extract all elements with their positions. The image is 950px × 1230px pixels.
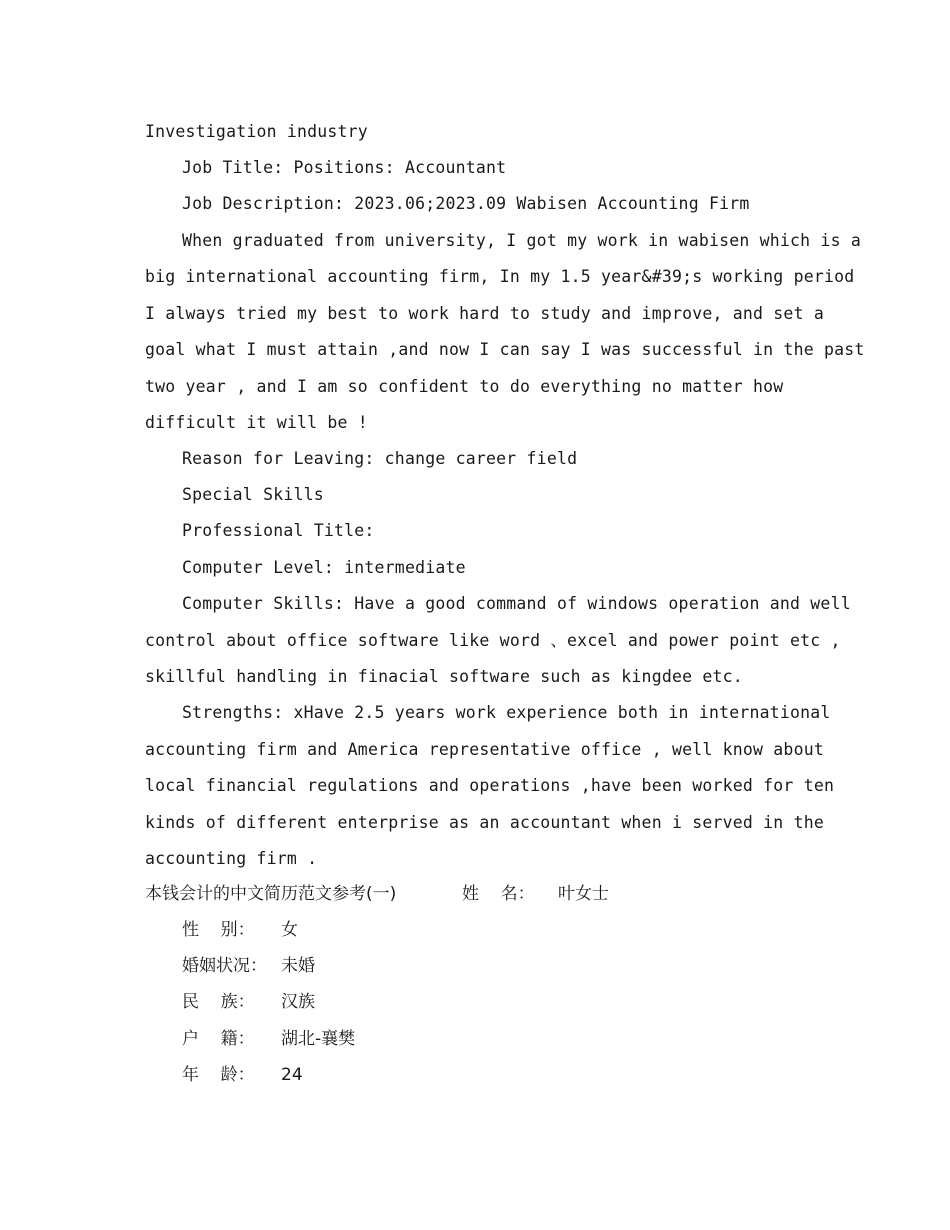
marital-status-value: 未婚 — [281, 956, 315, 976]
experience-paragraph-line: big international accounting firm, In my 1.5 year&#39;s working period — [145, 267, 855, 286]
gender-value: 女 — [281, 920, 298, 940]
special-skills-heading: Special Skills — [182, 485, 324, 504]
ethnicity-label: 民 族： — [182, 992, 255, 1012]
computer-skills-line: Computer Skills: Have a good command of windows operation and well — [182, 594, 851, 613]
strengths-line: accounting firm . — [145, 849, 318, 868]
experience-paragraph-line: I always tried my best to work hard to study and improve, and set a — [145, 304, 824, 323]
strengths-line: Strengths: xHave 2.5 years work experience both in international — [182, 703, 831, 722]
strengths-line: kinds of different enterprise as an accountant when i served in the — [145, 813, 824, 832]
computer-skills-line: control about office software like word 、excel and power point etc , — [145, 631, 841, 650]
experience-paragraph-line: goal what I must attain ,and now I can say I was successful in the past — [145, 340, 865, 359]
age-value: 24 — [281, 1065, 303, 1085]
experience-paragraph-line: two year , and I am so confident to do everything no matter how — [145, 377, 784, 396]
job-title-line: Job Title: Positions: Accountant — [182, 158, 507, 177]
strengths-line: accounting firm and America representative office , well know about — [145, 740, 824, 759]
chinese-resume-heading: 本钱会计的中文简历范文参考(一) — [145, 884, 397, 904]
age-label: 年 龄： — [182, 1065, 255, 1085]
job-description-line: Job Description: 2023.06;2023.09 Wabisen Accounting Firm — [182, 194, 750, 213]
experience-paragraph-line: When graduated from university, I got my work in wabisen which is a — [182, 231, 861, 250]
computer-level-line: Computer Level: intermediate — [182, 558, 466, 577]
name-label: 姓 名： — [462, 884, 535, 904]
ethnicity-value: 汉族 — [281, 992, 315, 1012]
experience-paragraph-line: difficult it will be ! — [145, 413, 368, 432]
industry-line: Investigation industry — [145, 122, 368, 141]
reason-for-leaving-line: Reason for Leaving: change career field — [182, 449, 578, 468]
gender-label: 性 别： — [182, 920, 255, 940]
professional-title-line: Professional Title: — [182, 521, 375, 540]
computer-skills-line: skillful handling in finacial software such as kingdee etc. — [145, 667, 743, 686]
household-registration-value: 湖北-襄樊 — [281, 1029, 356, 1049]
strengths-line: local financial regulations and operations ,have been worked for ten — [145, 776, 835, 795]
household-registration-label: 户 籍： — [182, 1029, 255, 1049]
marital-status-label: 婚姻状况： — [182, 956, 267, 976]
name-value: 叶女士 — [558, 884, 609, 904]
